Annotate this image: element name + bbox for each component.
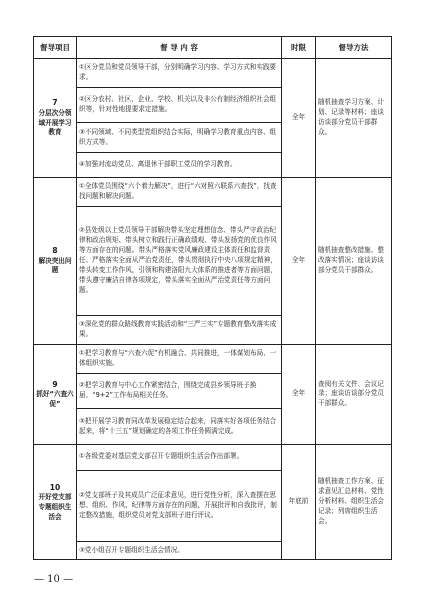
content-cell: ④加强对流动党员、离退休干部职工党员的学习教育。: [77, 152, 282, 178]
item-title: 解决突出问题: [38, 256, 72, 275]
page-number: — 10 —: [34, 574, 74, 585]
time-cell: 全年: [282, 178, 316, 345]
supervision-table: [33, 36, 392, 560]
item-title: 分层次分领域开展学习教育: [38, 108, 72, 137]
item-cell: [34, 344, 77, 445]
item-number: 8: [52, 246, 58, 256]
item-title: 抓好“六查六促”: [36, 390, 74, 408]
method-cell: 随机抽查学习方案、计划、记录等材料；座谈访谈部分党员干部群众。: [316, 58, 392, 177]
time-cell: 全年: [282, 344, 316, 445]
content-cell: ③不同领域、不同类型党组织结合实际，明确学习教育重点内容、组织方式等。: [77, 123, 282, 152]
item-cell: [34, 445, 77, 560]
method-cell: 查阅有关文件、会议记录；座谈访谈部分党员干部群众。: [316, 344, 392, 445]
table-row: [34, 178, 392, 207]
time-cell: 全年: [282, 58, 316, 177]
content-cell: ①各级党委对基层党支部召开专题组织生活会作出部署。: [77, 445, 282, 471]
content-cell: ②党支部班子及其成员广泛征求意见，进行党性分析，深入查摆在思想、组织、作风、纪律等方面存在的问题，开展批评和自我批评，制定整改措施，组织党员对党支部班子进行评议。: [77, 470, 282, 541]
content-cell: ②把学习教育与中心工作紧密结合，围绕完成县乡领导班子换届、“9+2”工作布局相关任务。: [77, 373, 282, 409]
method-cell: 随机抽查工作方案、征求意见汇总材料、党性分析材料、组织生活会记录；列席组织生活会。: [316, 445, 392, 560]
table-row: [34, 445, 392, 471]
header-method: 督导方法: [316, 37, 392, 59]
content-cell: ③深化党的群众路线教育实践活动和“三严三实”专题教育整改落实成果。: [77, 315, 282, 344]
table-header-row: [34, 37, 392, 59]
time-cell: 年底前: [282, 445, 316, 560]
content-cell: ②区分农村、社区、企业、学校、机关以及非公有制经济组织社会组织等，针对性地提要求定措施。: [77, 87, 282, 123]
item-number: 9: [52, 379, 58, 389]
content-cell: ①区分党员和党员领导干部，分别明确学习内容、学习方式和实践要求。: [77, 58, 282, 87]
table-row: [34, 58, 392, 87]
header-content: 督 导 内 容: [77, 37, 282, 59]
header-time: 时限: [282, 37, 316, 59]
content-cell: ①把学习教育与“六查六促”有机融合、共同推进，一体谋划布局、一体组织实施。: [77, 344, 282, 373]
item-cell: [34, 178, 77, 345]
content-cell: ③党小组召开专题组织生活会情况。: [77, 542, 282, 560]
table-row: [34, 344, 392, 373]
content-cell: ①全体党员围绕“六个着力解决”，进行“六对照六联系六查找”，找查找问题和解决问题。: [77, 178, 282, 207]
method-cell: 随机抽查整改措施、整改落实情况；座谈访谈部分党员干部群众。: [316, 178, 392, 345]
item-title: 开好党支部专题组织生活会: [38, 492, 72, 521]
item-cell: [34, 58, 77, 177]
item-number: 7: [52, 98, 58, 108]
content-cell: ②县处级以上党员领导干部解决带头坚定理想信念、带头严守政治纪律和政治规矩、带头树立和践行正确政绩观、带头发扬党的优良作风等方面存在的问题。带头严格落实党风廉政建设主体责任和监督责任、严格落实全面从严治党责任，带头贯彻执行中央八项规定精神，带头转变工作作风，引领和构建洛阳九大体系的推进者等方面问题，带头遵守廉洁自律各项规定，带头落实全面从严治党责任等方面问题。: [77, 207, 282, 315]
header-item: 督导项目: [34, 37, 77, 59]
item-number: 10: [49, 482, 61, 492]
content-cell: ③把开展学习教育同改革发展稳定结合起来，同落实好各项任务结合起来，将“十三五”规划确定的各项工作任务圆满完成。: [77, 409, 282, 445]
